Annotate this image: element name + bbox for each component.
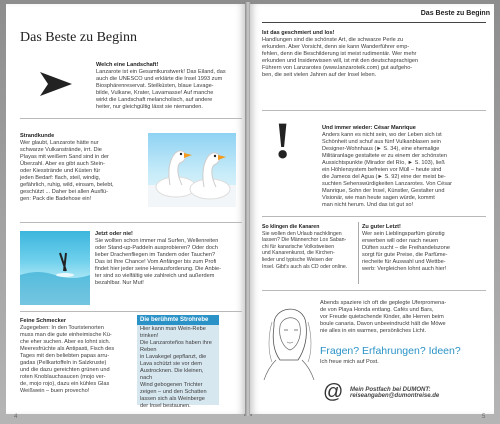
- section-divider: [262, 290, 486, 291]
- feedback-question: Fragen? Erfahrungen? Ideen?: [320, 345, 461, 357]
- manrique-line: man nicht herum. Und das ist gut so!: [322, 202, 414, 208]
- manrique-line: Manrique, Sohn der Insel, Künstler, Gestalter und: [322, 188, 445, 194]
- landschaft-heading: Welch eine Landschaft!: [96, 62, 159, 68]
- geschmack-line: erkunden und Insiderwissen will, ist mit den deutschsprachigen: [262, 58, 419, 64]
- exclamation-mark: !: [274, 113, 292, 170]
- landschaft-line: Biosphärenreservat. Steilküsten, blaue Lavage-: [96, 83, 214, 89]
- landschaft-line: heiter, nur gleichgültig lässt sie niemanden.: [96, 104, 203, 110]
- kanaren-section: [262, 224, 354, 270]
- feedback-sub: Ich freue mich auf Post.: [320, 359, 379, 365]
- schmecker-line: che eher suchen. Aber es lohnt sich.: [20, 339, 111, 345]
- manrique-line: Visionär, wie man heute sagen würde, kommt: [322, 195, 435, 201]
- infobox-line: Wind gebogenen Trichter: [140, 382, 203, 388]
- mail-info: [350, 387, 439, 399]
- section-divider: [20, 222, 242, 223]
- landschaft-line: wirkt die Landschaft melancholisch, auf andere: [96, 97, 213, 103]
- kanaren-line: lieder und typische Weisen der: [262, 256, 333, 263]
- strandkunde-heading: Strandkunde: [20, 133, 55, 139]
- page-title: Das Beste zu Beginn: [20, 30, 138, 45]
- swan-illustration: [148, 133, 236, 207]
- letzt-line: werb: Vergleichen lohnt auch hier!: [362, 266, 447, 272]
- jetzt-line: ter sind so vielfältig wie zahlreich und außerdem: [95, 273, 215, 279]
- svg-text:@: @: [323, 381, 344, 402]
- infobox-line: Lava schützt sie vor dem: [140, 361, 202, 367]
- geschmack-section: [262, 30, 488, 79]
- infobox-heading: Die berühmte Strohrebe: [137, 315, 219, 325]
- author-line: Abends spaziere ich oft die geplegte Uferpromena-: [320, 300, 447, 306]
- infobox-line: Hier kann man Wein-Rebe trinken!: [140, 326, 206, 339]
- swan-pedalo-photo: [148, 133, 236, 207]
- infobox-line: zeigen – und den Schatten: [140, 389, 207, 395]
- strandkunde-line: Wer glaubt, Lanzarote hätte nur: [20, 140, 99, 146]
- header-rule: [262, 22, 486, 23]
- surfer-sea-photo: [20, 231, 90, 305]
- jetzt-line: oder Stand-up-Paddeln ausprobieren? Oder doch: [95, 245, 218, 251]
- schmecker-section: [20, 318, 134, 395]
- jetzt-line: Sie wollten schon immer mal Surfen, Wellenreiten: [95, 238, 219, 244]
- landschaft-line: bilde, Vulkane, Krater, Lavamasse! Auf manche: [96, 90, 214, 96]
- schmecker-line: Zugegeben: In den Touristenorten: [20, 325, 104, 331]
- letzt-heading: Zu guter Letzt!: [362, 224, 401, 230]
- geschmack-heading: Ist das geschmiert und los!: [262, 30, 335, 36]
- mail-address[interactable]: reiseangaben@dumontreise.de: [350, 393, 440, 399]
- at-sign-icon: [322, 380, 344, 402]
- schmecker-line: muss man die gute einheimische Kü-: [20, 332, 112, 338]
- geschmack-line: Handlungen sind die schönste Art, die schwarze Perle zu: [262, 37, 404, 43]
- author-line: nie alles in ein warmes, persönliches Licht.: [320, 328, 427, 334]
- manrique-line: die Jameos del Agua (► S. 92) eine der meist be-: [322, 174, 446, 180]
- infobox-line: lassen sich als Weinberge: [140, 396, 205, 402]
- manrique-line: ein Höhlensystem befreien vor Müll – heute sind: [322, 167, 442, 173]
- landschaft-line: Lanzarote ist ein Gesamtkunstwerk! Das Eiland, das: [96, 69, 226, 75]
- letzt-line: sorgt für gute Preise, die Parfüme-: [362, 252, 448, 258]
- surfer-illustration: [20, 231, 90, 305]
- kanaren-line: Insel. Gibt's auch als CD oder online.: [262, 263, 348, 270]
- schmecker-line: Weißwein – buen provecho!: [20, 388, 90, 394]
- manrique-line: Designer-Wohnhaus (► S. 34), eine ehemalige: [322, 146, 440, 152]
- schmecker-line: gadas (Pellkartoffeln in Salzkruste): [20, 360, 107, 366]
- kanaren-heading: So klingen die Kanaren: [262, 224, 320, 230]
- manrique-line: Anders kann es nicht sein, wo der Leben sich ist: [322, 132, 442, 138]
- page-number-left: 4: [14, 414, 18, 420]
- manrique-line: Aussichtspunkte (Mirador del Río, ► S. 103), ließ: [322, 160, 445, 166]
- schmecker-heading: Feine Schmecker: [20, 318, 67, 324]
- schmecker-line: de, mojo rojo), dazu ein kühles Glas: [20, 381, 110, 387]
- author-portrait-sketch: [262, 296, 316, 380]
- infobox-line: Die Lanzaroteños haben ihre Reben: [140, 340, 212, 353]
- column-divider: [358, 222, 359, 284]
- jetzt-line: lieber Drachenfliegen im Tandem oder Tauchen?: [95, 252, 216, 258]
- kanaren-line: Sie wollen den Urlaub nachklingen: [262, 230, 342, 237]
- manrique-line: suchten Sehenswürdigkeiten Lanzarotes. Von César: [322, 181, 452, 187]
- strandkunde-line: oder Kiesstrände und Küsten für: [20, 168, 101, 174]
- section-divider: [262, 110, 486, 111]
- author-note: [320, 300, 490, 335]
- section-divider: [20, 118, 242, 119]
- landschaft-line: auch die UNESCO und erklärte die Insel 1993 zum: [96, 76, 223, 82]
- jetzt-line: bezahlbar. Nur Mut!: [95, 280, 144, 286]
- strandkunde-line: jeden Bedarf: flach, steil, windig,: [20, 175, 101, 181]
- letzt-line: Wer sein Lieblingsparfüm günstig: [362, 231, 445, 237]
- geschmack-line: Führern von Lanzarotes (www.lanzaroteik.com) gut aufgeho-: [262, 65, 413, 71]
- arrow-right-icon: [40, 72, 74, 98]
- schmecker-line: und die dazu gereichten grünen und: [20, 367, 110, 373]
- geschmack-line: fehlen, denn die Beschilderung ist meist rudimentär. Wer mehr: [262, 51, 417, 57]
- schmecker-line: roten Knoblauchsaucen (mojo ver-: [20, 374, 106, 380]
- section-divider: [262, 216, 486, 217]
- letzt-line: Düften sucht – die Freihandelszone: [362, 245, 451, 251]
- page-number-right: 5: [482, 414, 486, 420]
- infobox-body: [137, 325, 219, 411]
- section-divider: [20, 311, 242, 312]
- geschmack-line: ben, die seit vielen Jahren auf der Insel leben.: [262, 72, 377, 78]
- strandkunde-line: Überzahl. Aber es gibt auch Stein-: [20, 161, 105, 167]
- author-line: boule canaria. Davon unbeeindruckt hält die Möwe: [320, 321, 446, 327]
- letzt-section: [362, 224, 490, 273]
- running-header: Das Beste zu Beginn: [420, 10, 490, 17]
- jetzt-section: [95, 231, 243, 287]
- strandkunde-section: [20, 133, 146, 203]
- jetzt-heading: Jetzt oder nie!: [95, 231, 133, 237]
- kanaren-line: chi für kanarische Volkstweisen: [262, 243, 335, 250]
- strandkunde-line: gefährlich, ruhig, wild, einsam, belebt,: [20, 182, 114, 188]
- jetzt-line: Das ist Ihre Chance! Vom Anfänger bis zum Profi: [95, 259, 217, 265]
- schmecker-line: Tages mit den beliebten papas arru-: [20, 353, 110, 359]
- schmecker-line: Meeresfrüchte als Antipasti, Fisch des: [20, 346, 115, 352]
- infobox-line: Austrocknen. Die kleinen, nach: [140, 368, 204, 381]
- kanaren-line: lassen? Die Männerchor Los Saban-: [262, 237, 347, 244]
- jetzt-line: findet hier jeder seine Herausforderung. Die Anbie-: [95, 266, 221, 272]
- manrique-heading: Und immer wieder: César Manrique: [322, 125, 416, 131]
- infobox-line: in Lavakegel gepflanzt, die: [140, 354, 207, 360]
- strohrebe-infobox: [137, 315, 219, 409]
- letzt-line: riecheite für Auswahl und Wettbe-: [362, 259, 446, 265]
- strandkunde-line: schwarze Vulkanstrände, irrt. Die: [20, 147, 102, 153]
- mail-label: Mein Postfach bei DUMONT:: [350, 387, 431, 393]
- strandkunde-line: gen: Pack die Badehose ein!: [20, 196, 92, 202]
- landschaft-section: [96, 62, 244, 111]
- manrique-section: [322, 125, 488, 209]
- strandkunde-line: geschützt ... Daher bei allen Ausflü-: [20, 189, 108, 195]
- infobox-line: der Insel bestaunen.: [140, 403, 191, 409]
- kanaren-line: und Kanarenkunst, die Kirchen-: [262, 250, 335, 257]
- letzt-line: erwerben will oder nach neuen: [362, 238, 439, 244]
- manrique-line: Schönheit und schuf aus fünf Vulkanblasen sein: [322, 139, 441, 145]
- strandkunde-line: Playas mit weißem Sand sind in der: [20, 154, 109, 160]
- author-line: de von Playa Honda entlang. Cafés und Bars,: [320, 307, 434, 313]
- author-line: vor Freude quietschende Kinder, alte Herren beim: [320, 314, 444, 320]
- manrique-line: Militäranlage gestaltete er zu einem der schönsten: [322, 153, 447, 159]
- geschmack-line: erkunden. Aber Vorsicht, denn sie kann Wanderführer emp-: [262, 44, 410, 50]
